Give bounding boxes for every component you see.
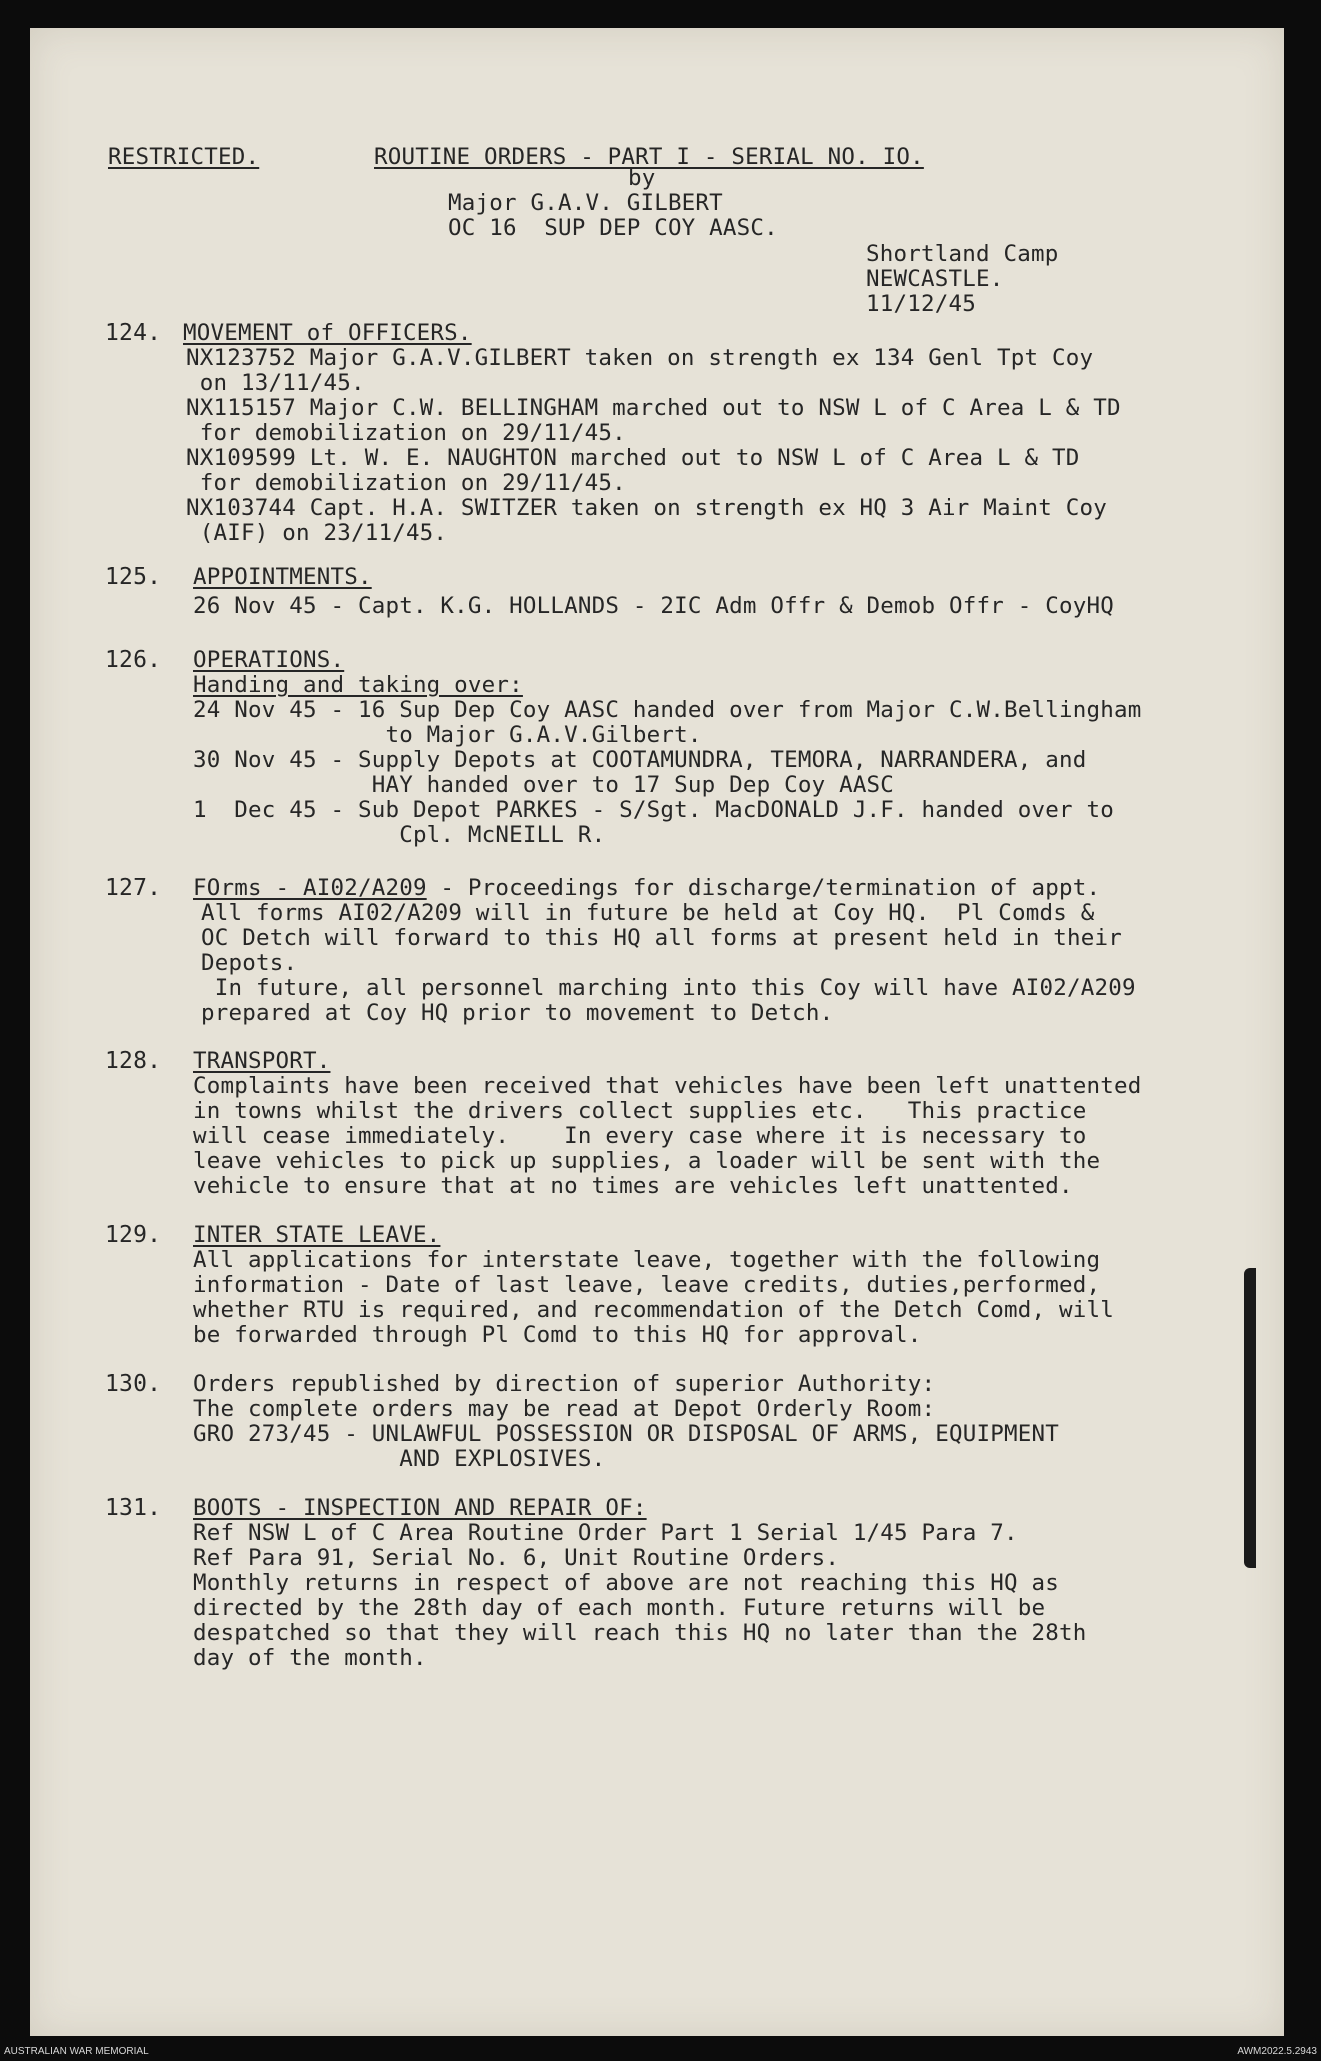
item-line: All applications for interstate leave, together with the following [193, 1247, 1101, 1273]
item-line: Ref NSW L of C Area Routine Order Part 1 Serial 1/45 Para 7. [193, 1520, 1018, 1546]
item-line: Depots. [201, 950, 298, 976]
location-city: NEWCASTLE. [866, 266, 1004, 292]
footer-left-label: AUSTRALIAN WAR MEMORIAL [4, 2046, 149, 2057]
item-line: in towns whilst the drivers collect supplies etc. This practice [193, 1098, 1087, 1124]
item-line: to Major G.A.V.Gilbert. [193, 722, 702, 748]
item-line: NX123752 Major G.A.V.GILBERT taken on strength ex 134 Genl Tpt Coy [186, 345, 1094, 371]
item-line: NX109599 Lt. W. E. NAUGHTON marched out to NSW L of C Area L & TD [186, 445, 1080, 471]
item-line: on 13/11/45. [186, 370, 365, 396]
item-line: 26 Nov 45 - Capt. K.G. HOLLANDS - 2IC Adm Offr & Demob Offr - CoyHQ [193, 593, 1114, 619]
item-line: HAY handed over to 17 Sup Dep Coy AASC [193, 772, 895, 798]
item-line: All forms AI02/A209 will in future be held at Coy HQ. Pl Comds & [201, 900, 1095, 926]
item-line: The complete orders may be read at Depot Orderly Room: [193, 1396, 936, 1422]
item-heading-124: MOVEMENT of OFFICERS. [183, 320, 472, 346]
by-line: by [628, 165, 656, 191]
item-line: vehicle to ensure that at no times are vehicles left unattented. [193, 1173, 1073, 1199]
item-line: for demobilization on 29/11/45. [186, 470, 626, 496]
classification-label: RESTRICTED. [108, 144, 260, 170]
item-line: 30 Nov 45 - Supply Depots at COOTAMUNDRA, TEMORA, NARRANDERA, and [193, 747, 1087, 773]
item-number-129: 129. [105, 1222, 162, 1248]
item-line: information - Date of last leave, leave credits, duties,performed, [193, 1272, 1101, 1298]
item-number-130: 130. [105, 1371, 162, 1397]
item-heading-125: APPOINTMENTS. [193, 564, 372, 590]
document-date: 11/12/45 [866, 291, 976, 317]
item-line: (AIF) on 23/11/45. [186, 520, 448, 546]
footer-right-label: AWM2022.5.2943 [1237, 2046, 1317, 2057]
item-number-124: 124. [105, 320, 162, 346]
item-number-125: 125. [105, 564, 162, 590]
item-line: directed by the 28th day of each month. Future returns will be [193, 1595, 1046, 1621]
item-line: Complaints have been received that vehicles have been left unattented [193, 1073, 1142, 1099]
item-line: Orders republished by direction of superior Authority: [193, 1371, 936, 1397]
document-title: ROUTINE ORDERS - PART I - SERIAL NO. IO. [374, 144, 924, 170]
item-line: for demobilization on 29/11/45. [186, 420, 626, 446]
item-line: In future, all personnel marching into this Coy will have AI02/A209 [201, 975, 1136, 1001]
item-line: day of the month. [193, 1645, 427, 1671]
item-line: NX115157 Major C.W. BELLINGHAM marched out to NSW L of C Area L & TD [186, 395, 1121, 421]
item-line: whether RTU is required, and recommendation of the Detch Comd, will [193, 1297, 1114, 1323]
item-subheading-126: Handing and taking over: [193, 672, 523, 698]
item-heading-131: BOOTS - INSPECTION AND REPAIR OF: [193, 1495, 647, 1521]
item-number-126: 126. [105, 647, 162, 673]
document-page [30, 28, 1284, 2036]
item-heading-127-forms: FOrms - AI02/A209 [193, 875, 427, 901]
page-edge-shadow [1244, 1268, 1256, 1568]
item-line: Ref Para 91, Serial No. 6, Unit Routine Orders. [193, 1545, 840, 1571]
unit-name: OC 16 SUP DEP COY AASC. [448, 215, 778, 241]
item-number-128: 128. [105, 1048, 162, 1074]
item-number-131: 131. [105, 1495, 162, 1521]
item-number-127: 127. [105, 875, 162, 901]
item-heading-127-rest: - Proceedings for discharge/termination of appt. [426, 875, 1101, 901]
item-line: despatched so that they will reach this HQ no later than the 28th [193, 1620, 1087, 1646]
item-heading-127 [193, 875, 1100, 901]
item-line: Cpl. McNEILL R. [193, 822, 606, 848]
item-line: NX103744 Capt. H.A. SWITZER taken on strength ex HQ 3 Air Maint Coy [186, 495, 1107, 521]
location-camp: Shortland Camp [866, 241, 1059, 267]
item-line: AND EXPLOSIVES. [193, 1446, 606, 1472]
item-line: be forwarded through Pl Comd to this HQ for approval. [193, 1322, 922, 1348]
item-line: Monthly returns in respect of above are not reaching this HQ as [193, 1570, 1060, 1596]
commander-name: Major G.A.V. GILBERT [448, 190, 723, 216]
item-line: prepared at Coy HQ prior to movement to Detch. [201, 1000, 834, 1026]
item-heading-129: INTER STATE LEAVE. [193, 1222, 441, 1248]
item-heading-128: TRANSPORT. [193, 1048, 331, 1074]
item-line: 24 Nov 45 - 16 Sup Dep Coy AASC handed over from Major C.W.Bellingham [193, 697, 1142, 723]
item-line: leave vehicles to pick up supplies, a loader will be sent with the [193, 1148, 1101, 1174]
item-line: GRO 273/45 - UNLAWFUL POSSESSION OR DISPOSAL OF ARMS, EQUIPMENT [193, 1421, 1060, 1447]
item-heading-126: OPERATIONS. [193, 647, 345, 673]
item-line: 1 Dec 45 - Sub Depot PARKES - S/Sgt. MacDONALD J.F. handed over to [193, 797, 1114, 823]
item-line: OC Detch will forward to this HQ all forms at present held in their [201, 925, 1122, 951]
item-line: will cease immediately. In every case where it is necessary to [193, 1123, 1087, 1149]
